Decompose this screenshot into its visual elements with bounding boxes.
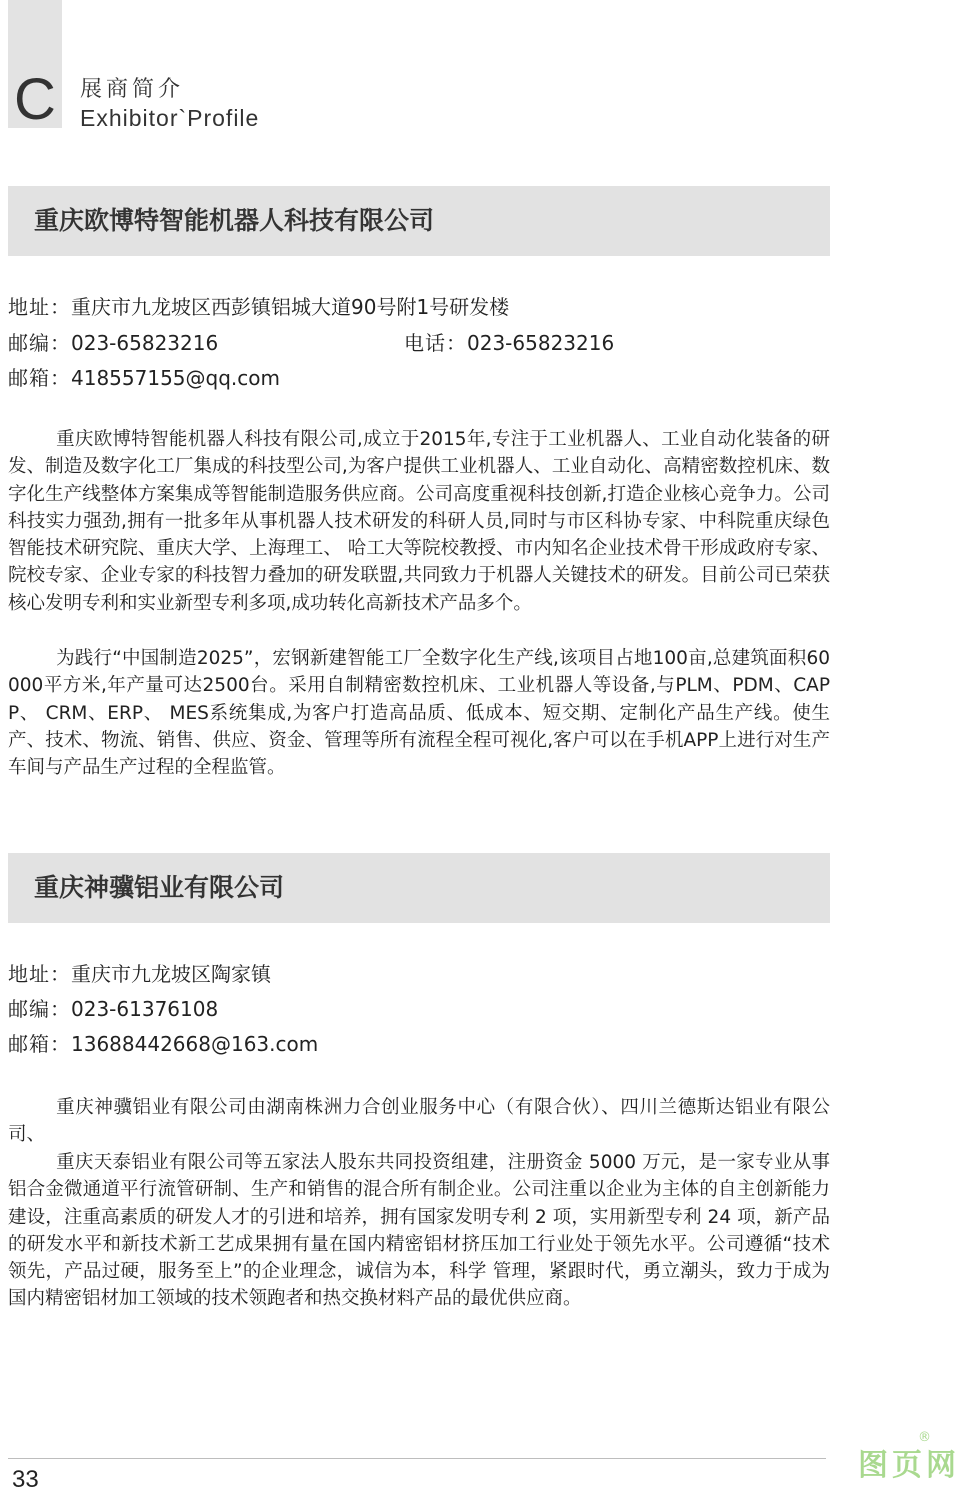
- watermark-logo: 图页网: [858, 1448, 960, 1483]
- company-header-1: [8, 186, 830, 256]
- section-title-en: Exhibitor`Profile: [80, 105, 260, 131]
- email-line: [8, 1031, 318, 1057]
- company-name: 重庆欧博特智能机器人科技有限公司: [34, 206, 435, 235]
- address-line: [8, 294, 509, 320]
- email-line: [8, 365, 280, 391]
- email-label: 邮箱：: [8, 366, 71, 390]
- address-value: 重庆市九龙坡区西彭镇铝城大道90号附1号研发楼: [71, 295, 510, 319]
- section-title-cn: 展商简介: [80, 77, 185, 102]
- postcode-value: 023-65823216: [71, 331, 219, 355]
- section-letter: C: [14, 67, 56, 132]
- address-label: 地址：: [8, 962, 71, 986]
- phone-label: 电话：: [404, 331, 467, 355]
- postcode-value: 023-61376108: [71, 997, 219, 1021]
- email-value: 418557155@qq.com: [71, 366, 280, 390]
- postcode-label: 邮编：: [8, 997, 71, 1021]
- postcode-line: [8, 330, 218, 356]
- address-value: 重庆市九龙坡区陶家镇: [71, 962, 271, 986]
- phone-line: [404, 330, 614, 356]
- company-description-paragraph: 重庆欧博特智能机器人科技有限公司,成立于2015年,专注于工业机器人、工业自动化装备的研发、制造及数字化工厂集成的科技型公司,为客户提供工业机器人、工业自动化、高精密数控机床、数字化生产线整体方案集成等智能制造服务供应商。公司高度重视科技创新,打造企业核心竞争力。公司科技实力强劲,拥有一批多年从事机器人技术研发的科研人员,同时与市区科协专家、中科院重庆绿色智能技术研究院、重庆大学、上海理工、 哈工大等院校教授、市内知名企业技术骨干形成政府专家、院校专家、企业专家的科技智力叠加的研发联盟,共同致力于机器人关键技术的研发。目前公司已荣获核心发明专利和实业新型专利多项,成功转化高新技术产品多个。: [8, 429, 830, 614]
- footer-divider: [8, 1458, 826, 1459]
- postcode-label: 邮编：: [8, 331, 71, 355]
- company-description-paragraph: 为践行“中国制造2025”，宏钢新建智能工厂全数字化生产线,该项目占地100亩,总建筑面积60000平方米,年产量可达2500台。采用自制精密数控机床、工业机器人等设备,与PLM、PDM、CAPP、 CRM、ERP、 MES系统集成,为客户打造高品质、低成本、短交期、定制化产品生产线。使生产、技术、物流、销售、供应、资金、管理等所有流程全程可视化,客户可以在手机APP上进行对生产车间与产品生产过程的全程监管。: [8, 648, 830, 779]
- registered-mark-icon: ®: [918, 1430, 931, 1445]
- address-label: 地址：: [8, 295, 71, 319]
- email-value: 13688442668@163.com: [71, 1032, 319, 1056]
- email-label: 邮箱：: [8, 1032, 71, 1056]
- company-name: 重庆神骥铝业有限公司: [34, 873, 285, 902]
- company-header-2: [8, 853, 830, 923]
- company-description-paragraph: 重庆天泰铝业有限公司等五家法人股东共同投资组建，注册资金 5000 万元，是一家专业从事铝合金微通道平行流管研制、生产和销售的混合所有制企业。公司注重以企业为主体的自主创新能力建设，注重高素质的研发人才的引进和培养，拥有国家发明专利 2 项，实用新型专利 24 项，新产品的研发水平和新技术新工艺成果拥有量在国内精密铝材挤压加工行业处于领先水平。公司遵循“技术领先，产品过硬，服务至上”的企业理念，诚信为本，科学 管理，紧跟时代，勇立潮头，致力于成为国内精密铝材加工领域的技术领跑者和热交换材料产品的最优供应商。: [8, 1152, 830, 1310]
- page-number: 33: [12, 1466, 39, 1493]
- company-description-paragraph: 重庆神骥铝业有限公司由湖南株洲力合创业服务中心（有限合伙）、四川兰德斯达铝业有限公司、: [8, 1097, 830, 1146]
- phone-value: 023-65823216: [467, 331, 615, 355]
- postcode-line: [8, 996, 218, 1022]
- address-line: [8, 961, 271, 987]
